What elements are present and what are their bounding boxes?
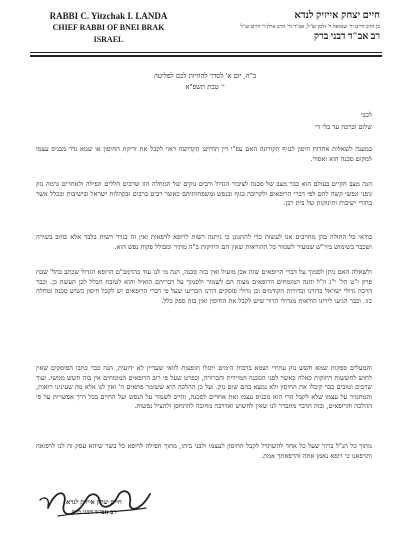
signature-block	[44, 498, 144, 518]
letterhead-hebrew-title: רב אב"ד דבני ברק	[314, 32, 380, 42]
letterhead-hebrew-name: חיים יצחק אייזיק לנדא	[294, 10, 380, 21]
letterhead-hebrew	[205, 9, 380, 44]
letter-date: י' טבת תשפ"א	[185, 83, 225, 91]
letter-subject: ב"ה, יום א' לסדר להחיות לכם לפליטה	[153, 72, 257, 80]
recipient-line: לכבי	[360, 111, 372, 119]
signature-name: חיים יצחק אייזיק לנדא	[66, 499, 122, 506]
body-paragraph: הנה מצב הקיים בעולם הוא כבר מצב של סכנה לציבור הגדול ורבים נוקים של המחלה הזו שרבים חללים הפילה ולאחרים גרמה נזק גופני ונפשי קשה להם לפי דברי הרופאים ולקרובה בגוף ובנפש ומשפחותיהם כאשר רבים ברבים ובקהלות ישראל ובישיבות ובכלל אשר בחורי ישיבות ותינוקות של בית רבן.	[36, 180, 372, 208]
letterhead-divider	[30, 52, 382, 53]
body-paragraph-conclusion: מתוך כל הנ"ל ברור שעל כל אחד להשתדל לקבל החיסון לעצמו ולבני ביתו, מתוך תפילה לרופא כל בשר שיהא עסק זה לנו לרפואה ותרפאנו כי רופא נאמן אתה והרפאתך אמת.	[36, 442, 372, 460]
signature-title: רב אב"ד דבני ברק	[71, 509, 117, 516]
letterhead-divider-thick	[30, 55, 382, 57]
letterhead-english-country: ISRAEL	[93, 35, 124, 44]
letterhead-english-title: CHIEF RABBI OF BNEI BRAK	[52, 23, 165, 32]
letterhead-english-name: RABBI C. Yitzchak I. LANDA	[49, 11, 168, 21]
letterhead-hebrew-lineage: בן הרב חיים ור' שמואל ר' זלמן זצ"ל, אב"ד ור' הרב אילן ר' חיים זצ"ל	[240, 24, 380, 30]
body-paragraph: והמעלים ספקות שמא חשש נזק עתידי ושמא ברבות הימים יתגלו תופעות לוואי שעדיין לא ידועות, הנה כבר כתבו הפוסקים שאין לחוש לחששות רחוקות כאלה כאשר לפני הסכנה המיידית והברורה, ובפרט שעל פי רוב הרופאים המומחים אין בזה חשש ממשי. ועוד שרבים וטובים כבר קיבלו את החיסון ולא נמצא בהם שום נזק. ועל כן ההלכה היא ששומר פתאים ה' ואין לנו אלא מה שעינינו רואות, והמחמיר על עצמו שלא לקבל הרי הוא מכניס עצמו ואת אחרים לסכנה, וחייב לשמור על הנפש ועל החיים בכל דרך אפשרית על פי ההלכה והרופאים, ובזה הדבר מתברר לנו שאין לחשוש ואדרבה מחובה להתחסן ולהציל נפשות.	[36, 364, 372, 411]
letterhead-english	[46, 10, 171, 46]
body-paragraph: במענה לשאלות אחדות חיסון לנגיף הקורונה האם עפ"י דין תורתנו הקדושה ראוי לקבל את זריקת החיסון או שמא גדר מכניס עצמו למקום סכנה הוא ואסור.	[36, 145, 372, 163]
letter-header	[100, 71, 310, 93]
body-paragraph: ולשאלה האם ניתן לסמוך על דברי הרופאים שזה אכן מועיל ואין בזה סכנה, הנה מי לנו עוד כהרמב"ם הרופא הגדול שכתב בהל' שבת פרק י"ט הל' י"ג וז"ל והנה המומחים הרופאים מצוה הם לשמור ולסמוך על דבריהם הואיל והוא לטובת הכלל לכן תעשה כן. וכבר הרבה גדולי ישראל בדורנו ובדורות הקודמים וכן גדולי פוסקים דורנו הכריעו שעל פי דברי הרופאים יש לקבל חיסון כשיש סכנה ומחלה כזו. וכבר הגיעו לידינו הוראות מגדולי הדור שיש לקבל את החיסון ואין בזה ספק כלל.	[36, 268, 372, 305]
body-paragraph: בודאי כל התולה בהן מחויבים אנו לעשות כדי להתגונן כי ניתנה רשות לרופא לרפאות ואין זה בגדר רשות בלבד אלא כחוב בשורה ושכבר בשימוש ביר"ש שמעיר לשמור כל ההוראות שאין הם היזיקות ב"ה מתיר ומבולל פקוח נפש הוא.	[36, 233, 372, 251]
salutation-line: שלום וברכה עד בלי די	[315, 123, 372, 131]
